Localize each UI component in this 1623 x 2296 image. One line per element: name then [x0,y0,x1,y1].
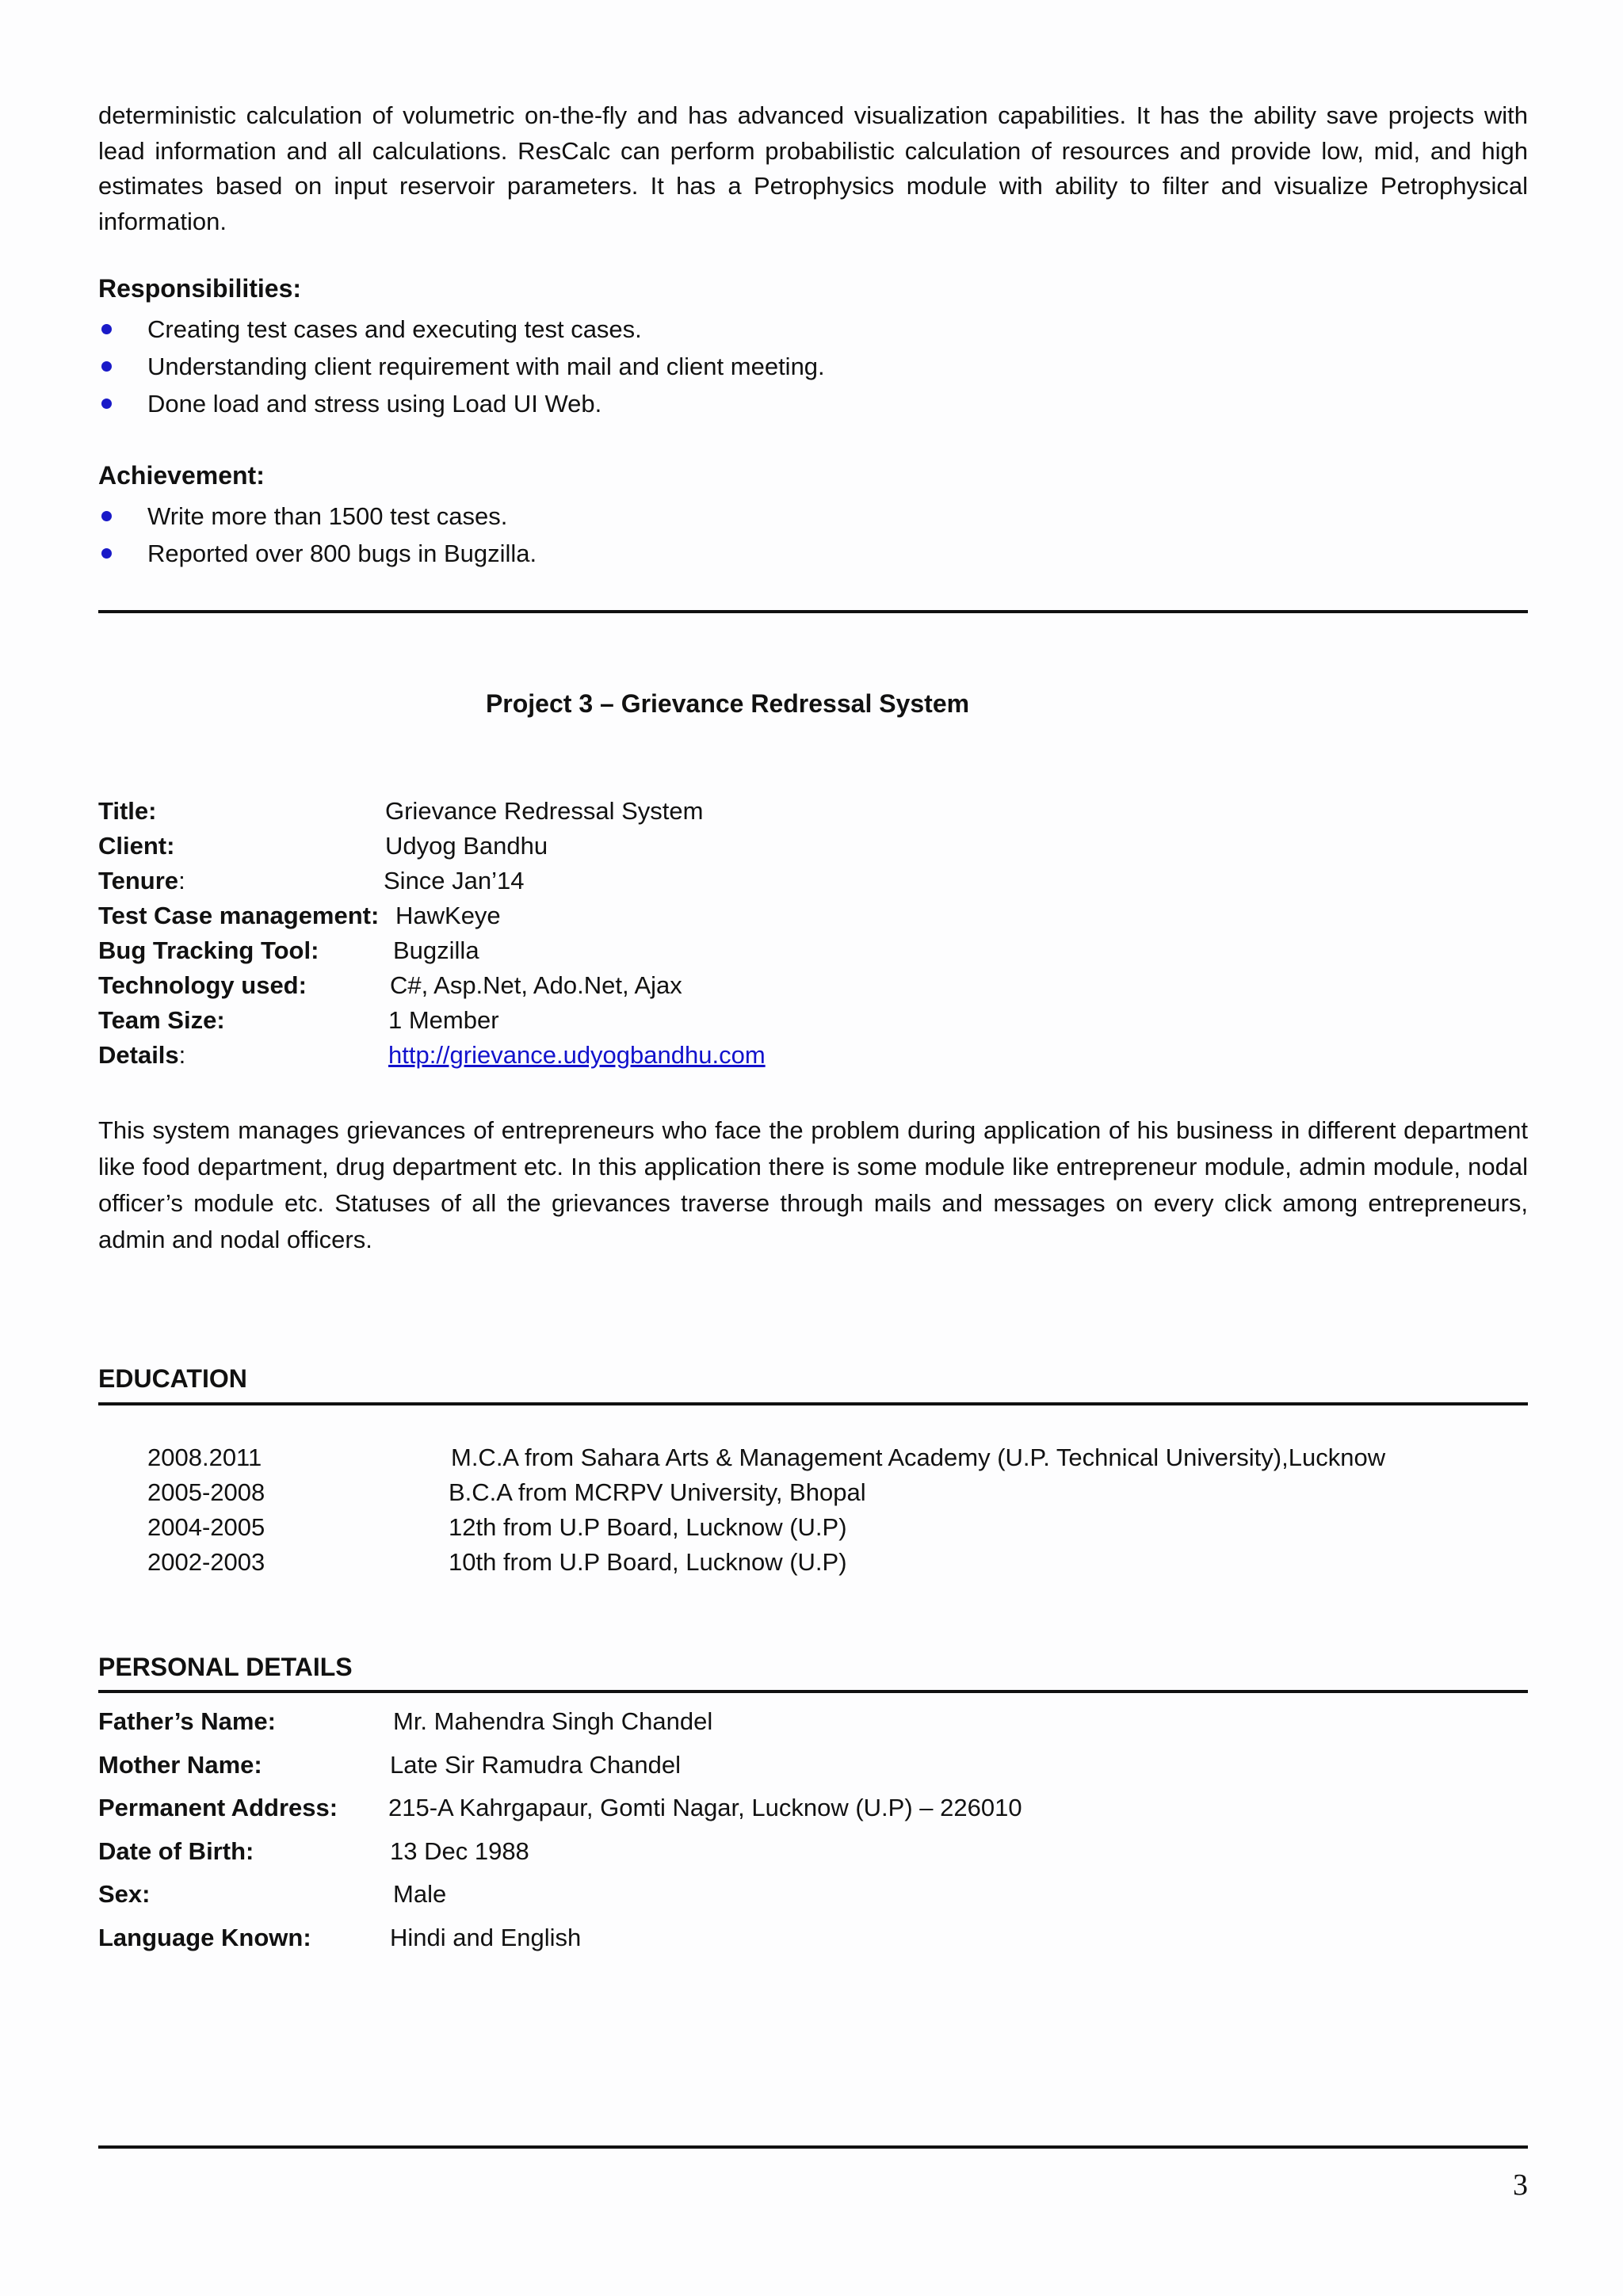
personal-details-divider [98,1690,1528,1693]
list-item: Reported over 800 bugs in Bugzilla. [98,535,537,572]
detail-row-title: Title: Grievance Redressal System [98,797,704,825]
detail-row-team-size: Team Size: 1 Member [98,1006,499,1034]
education-row: 2002-2003 10th from U.P Board, Lucknow (U.P) [147,1548,847,1576]
personal-details-table [98,1700,1366,1959]
personal-row-mother-name: Mother Name: Late Sir Ramudra Chandel [98,1750,682,1779]
bullet-icon [101,399,112,409]
detail-row-details: Details: http://grievance.udyogbandhu.com [98,1038,1049,1073]
personal-row-father-name: Father’s Name: Mr. Mahendra Singh Chandel [98,1707,713,1735]
list-item: Done load and stress using Load UI Web. [98,385,825,422]
education-heading: EDUCATION [98,1364,247,1393]
project-details [98,794,1049,1073]
bullet-icon [101,324,112,334]
detail-row-test-case-management: Test Case management: HawKeye [98,902,501,929]
achievement-heading: Achievement: [98,461,265,490]
section-divider [98,610,1528,613]
detail-row-bug-tracking-tool: Bug Tracking Tool: Bugzilla [98,936,479,964]
detail-row-technology-used: Technology used: C#, Asp.Net, Ado.Net, Ajax [98,971,682,999]
list-item: Understanding client requirement with mail and client meeting. [98,348,825,385]
personal-details-heading: PERSONAL DETAILS [98,1653,353,1681]
education-row: 2008.2011 M.C.A from Sahara Arts & Management Academy (U.P. Technical University),Lucknow [147,1444,1386,1471]
education-row: 2004-2005 12th from U.P Board, Lucknow (U.P) [147,1513,847,1541]
project-title: Project 3 – Grievance Redressal System [485,689,970,718]
personal-row-language-known: Language Known: Hindi and English [98,1923,582,1951]
personal-row-date-of-birth: Date of Birth: 13 Dec 1988 [98,1836,529,1865]
project-description: This system manages grievances of entrepreneurs who face the problem during application of his business in different department like food department, drug department etc. In this application there is some module like entrepreneur module, admin module, nodal officer’s module etc. Statuses of all the grievances traverse through mails and messages on every click among entrepreneurs, admin and nodal officers. [98,1116,1528,1253]
personal-row-permanent-address: Permanent Address: 215-A Kahrgapaur, Gomti Nagar, Lucknow (U.P) – 226010 [98,1794,1022,1821]
list-item: Creating test cases and executing test cases. [98,311,825,348]
detail-row-tenure: Tenure: Since Jan’14 [98,867,525,894]
education-divider [98,1402,1528,1405]
bullet-icon [101,511,112,521]
detail-row-client: Client: Udyog Bandhu [98,832,548,860]
responsibilities-list [98,311,825,422]
list-item: Write more than 1500 test cases. [98,498,537,535]
achievement-list [98,498,537,572]
intro-paragraph: deterministic calculation of volumetric on-the-fly and has advanced visualization capabilities. It has the ability save projects with lead information and all calculations. ResCalc can perform probabilistic calculation of resources and provide low, mid, and high estimates based on input reservoir parameters. It has a Petrophysics module with ability to filter and visualize Petrophysical information. [98,101,1528,235]
personal-row-sex: Sex: Male [98,1880,447,1908]
education-table [147,1440,1510,1580]
footer-divider [98,2145,1528,2149]
bullet-icon [101,548,112,559]
project-url-link[interactable]: http://grievance.udyogbandhu.com [388,1041,766,1069]
page-number: 3 [1513,2168,1528,2202]
responsibilities-heading: Responsibilities: [98,274,302,303]
education-row: 2005-2008 B.C.A from MCRPV University, Bhopal [147,1478,866,1506]
bullet-icon [101,361,112,372]
